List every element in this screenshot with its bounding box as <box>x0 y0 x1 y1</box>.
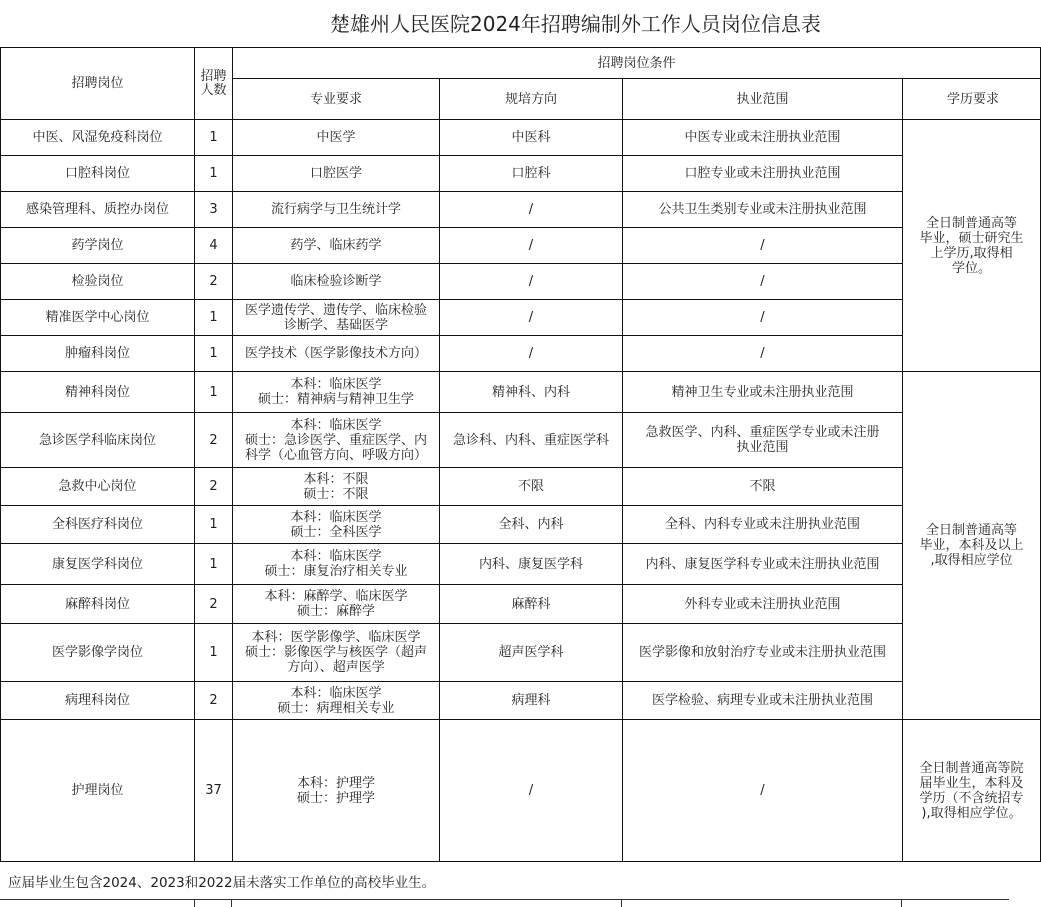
header-training: 规培方向 <box>440 79 623 120</box>
post-cell: 药学岗位 <box>1 228 195 264</box>
count-cell: 2 <box>195 468 233 506</box>
scope-cell: / <box>623 720 903 862</box>
training-cell: / <box>440 336 623 372</box>
page-title: 楚雄州人民医院2024年招聘编制外工作人员岗位信息表 <box>330 12 821 36</box>
count-cell: 1 <box>195 544 233 585</box>
count-cell: 1 <box>195 372 233 413</box>
education-cell: 全日制普通高等 毕业，硕士研究生 上学历,取得相 学位。 <box>903 120 1041 372</box>
count-cell: 2 <box>195 585 233 624</box>
header-scope: 执业范围 <box>623 79 903 120</box>
bottom-divider <box>621 899 622 907</box>
major-cell: 医学技术（医学影像技术方向） <box>233 336 440 372</box>
major-cell: 本科：护理学 硕士：护理学 <box>233 720 440 862</box>
count-cell: 2 <box>195 413 233 468</box>
training-cell: 全科、内科 <box>440 506 623 544</box>
table-row <box>1 585 1041 624</box>
major-cell: 本科：临床医学 硕士：康复治疗相关专业 <box>233 544 440 585</box>
training-cell: 中医科 <box>440 120 623 156</box>
count-cell: 1 <box>195 300 233 336</box>
major-cell: 医学遗传学、遗传学、临床检验 诊断学、基础医学 <box>233 300 440 336</box>
post-cell: 医学影像学岗位 <box>1 624 195 682</box>
post-cell: 中医、风湿免疫科岗位 <box>1 120 195 156</box>
scope-cell: / <box>623 228 903 264</box>
major-cell: 临床检验诊断学 <box>233 264 440 300</box>
post-cell: 急救中心岗位 <box>1 468 195 506</box>
count-cell: 4 <box>195 228 233 264</box>
training-cell: 内科、康复医学科 <box>440 544 623 585</box>
post-cell: 病理科岗位 <box>1 682 195 720</box>
scope-cell: 急救医学、内科、重症医学专业或未注册 执业范围 <box>623 413 903 468</box>
post-cell: 护理岗位 <box>1 720 195 862</box>
post-cell: 全科医疗科岗位 <box>1 506 195 544</box>
header-row <box>1 48 1041 79</box>
bottom-divider <box>194 899 195 907</box>
table-body <box>1 48 1041 862</box>
education-cell: 全日制普通高等 毕业，本科及以上 ,取得相应学位 <box>903 372 1041 720</box>
table-row <box>1 120 1041 156</box>
table-row <box>1 264 1041 300</box>
header-conditions: 招聘岗位条件 <box>233 48 1041 79</box>
post-cell: 感染管理科、质控办岗位 <box>1 192 195 228</box>
table-row <box>1 720 1041 862</box>
count-cell: 37 <box>195 720 233 862</box>
scope-cell: 公共卫生类别专业或未注册执业范围 <box>623 192 903 228</box>
count-cell: 1 <box>195 506 233 544</box>
scope-cell: 医学检验、病理专业或未注册执业范围 <box>623 682 903 720</box>
major-cell: 本科：不限 硕士：不限 <box>233 468 440 506</box>
post-cell: 肿瘤科岗位 <box>1 336 195 372</box>
scope-cell: 中医专业或未注册执业范围 <box>623 120 903 156</box>
count-cell: 1 <box>195 156 233 192</box>
training-cell: / <box>440 300 623 336</box>
major-cell: 口腔医学 <box>233 156 440 192</box>
training-cell: 病理科 <box>440 682 623 720</box>
bottom-divider <box>231 899 232 907</box>
major-cell: 药学、临床药学 <box>233 228 440 264</box>
major-cell: 本科：临床医学 硕士：全科医学 <box>233 506 440 544</box>
major-cell: 本科：临床医学 硕士：精神病与精神卫生学 <box>233 372 440 413</box>
scope-cell: 内科、康复医学科专业或未注册执业范围 <box>623 544 903 585</box>
table-row <box>1 336 1041 372</box>
table-row <box>1 372 1041 413</box>
training-cell: / <box>440 264 623 300</box>
training-cell: 不限 <box>440 468 623 506</box>
footnote: 应届毕业生包含2024、2023和2022届未落实工作单位的高校毕业生。 <box>8 875 436 891</box>
count-cell: 1 <box>195 336 233 372</box>
table-row <box>1 468 1041 506</box>
post-cell: 急诊医学科临床岗位 <box>1 413 195 468</box>
major-cell: 流行病学与卫生统计学 <box>233 192 440 228</box>
major-cell: 本科：医学影像学、临床医学 硕士：影像医学与核医学（超声 方向）、超声医学 <box>233 624 440 682</box>
training-cell: / <box>440 192 623 228</box>
table-row <box>1 624 1041 682</box>
bottom-divider <box>901 899 902 907</box>
training-cell: / <box>440 720 623 862</box>
training-cell: 麻醉科 <box>440 585 623 624</box>
count-cell: 1 <box>195 624 233 682</box>
training-cell: 急诊科、内科、重症医学科 <box>440 413 623 468</box>
table-row <box>1 413 1041 468</box>
scope-cell: / <box>623 300 903 336</box>
post-cell: 麻醉科岗位 <box>1 585 195 624</box>
scope-cell: 全科、内科专业或未注册执业范围 <box>623 506 903 544</box>
training-cell: 口腔科 <box>440 156 623 192</box>
training-cell: 精神科、内科 <box>440 372 623 413</box>
table-row <box>1 300 1041 336</box>
count-cell: 2 <box>195 264 233 300</box>
training-cell: 超声医学科 <box>440 624 623 682</box>
header-education: 学历要求 <box>903 79 1041 120</box>
post-cell: 口腔科岗位 <box>1 156 195 192</box>
scope-cell: 不限 <box>623 468 903 506</box>
table-row <box>1 544 1041 585</box>
table-row <box>1 506 1041 544</box>
scope-cell: 外科专业或未注册执业范围 <box>623 585 903 624</box>
header-post: 招聘岗位 <box>1 48 195 120</box>
scope-cell: 口腔专业或未注册执业范围 <box>623 156 903 192</box>
post-cell: 康复医学科岗位 <box>1 544 195 585</box>
count-cell: 2 <box>195 682 233 720</box>
major-cell: 本科：临床医学 硕士：急诊医学、重症医学、内 科学（心血管方向、呼吸方向） <box>233 413 440 468</box>
post-cell: 检验岗位 <box>1 264 195 300</box>
training-cell: / <box>440 228 623 264</box>
bottom-divider <box>0 899 1009 901</box>
scope-cell: 精神卫生专业或未注册执业范围 <box>623 372 903 413</box>
table-row <box>1 228 1041 264</box>
table-row <box>1 682 1041 720</box>
post-cell: 精神科岗位 <box>1 372 195 413</box>
table-row <box>1 156 1041 192</box>
major-cell: 本科：麻醉学、临床医学 硕士：麻醉学 <box>233 585 440 624</box>
count-cell: 1 <box>195 120 233 156</box>
count-cell: 3 <box>195 192 233 228</box>
header-count: 招聘 人数 <box>195 48 233 120</box>
recruitment-table <box>0 47 1041 862</box>
education-cell: 全日制普通高等院 届毕业生，本科及 学历（不含统招专 ),取得相应学位。 <box>903 720 1041 862</box>
post-cell: 精准医学中心岗位 <box>1 300 195 336</box>
major-cell: 本科：临床医学 硕士：病理相关专业 <box>233 682 440 720</box>
scope-cell: / <box>623 336 903 372</box>
major-cell: 中医学 <box>233 120 440 156</box>
header-major: 专业要求 <box>233 79 440 120</box>
scope-cell: 医学影像和放射治疗专业或未注册执业范围 <box>623 624 903 682</box>
scope-cell: / <box>623 264 903 300</box>
table-row <box>1 192 1041 228</box>
